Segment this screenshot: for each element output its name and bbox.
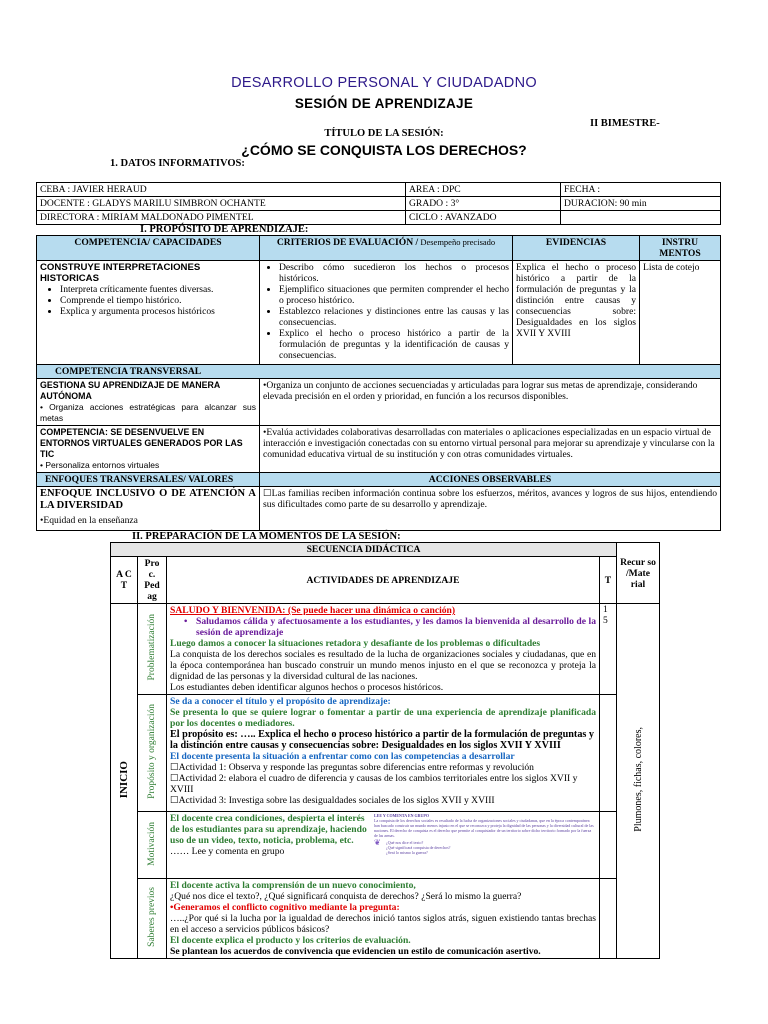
transversal-competencia: COMPETENCIA: SE DESENVUELVE EN ENTORNOS VIRTUALES GENERADOS POR LAS TIC • Personaliza entornos virtuales — [37, 426, 260, 473]
presenta-text: Se presenta lo que se quiere lograr o fomentar a partir de una experiencia de aprendizaje planificada por los docentes o mediadores. — [170, 707, 596, 729]
mini-illustration-icon: ❦ — [374, 838, 381, 847]
datos-heading: 1. DATOS INFORMATIVOS: — [110, 158, 245, 169]
capacidad-item: • Explica y argumenta procesos históricos — [60, 306, 256, 317]
luego-text: Luego damos a conocer la situaciones retadora y desafiante de los problemas o dificultades — [170, 638, 541, 649]
secuencia-heading: SECUENCIA DIDÁCTICA — [111, 543, 617, 557]
area-title: DESARROLLO PERSONAL Y CIUDADADNO — [231, 75, 537, 91]
actividad-item: ☐Actividad 3: Investiga sobre las desigualdades sociales de los siglos XVII y XVIII — [170, 795, 495, 806]
secuencia-table — [110, 542, 660, 959]
transversal-heading: COMPETENCIA TRANSVERSAL — [37, 365, 721, 379]
proposito-heading: I. PROPÓSITO DE APRENDIZAJE: — [140, 224, 309, 235]
col-competencia: COMPETENCIA/ CAPACIDADES — [37, 236, 260, 261]
col-evidencias: EVIDENCIAS — [513, 236, 640, 261]
saludamos-text: • Saludamos cálida y afectuosamente a los estudiantes, y les damos la bienvenida al desarrollo de la sesión de aprendizaje — [184, 616, 596, 638]
saludo-text: SALUDO Y BIENVENIDA: (Se puede hacer una dinámica o canción) — [170, 605, 456, 616]
crea-text: El docente crea condiciones, despierta el interés de los estudiantes para su aprendizaje, haciendo uso de un video, texto, noticia, problema, etc. — [170, 813, 367, 846]
actividad-item: ☐Actividad 2: elabora el cuadro de diferencia y causas de los cambios territoriales entre los siglos XVII y XVIII — [170, 773, 578, 795]
enfoques-heading: ENFOQUES TRANSVERSALES/ VALORES — [37, 473, 260, 487]
proc-saberes: Saberes previos — [138, 879, 167, 959]
acciones-heading: ACCIONES OBSERVABLES — [260, 473, 721, 487]
criterio-item: • Establezco relaciones y distinciones entre las causas y las consecuencias. — [279, 306, 509, 328]
col-instrumentos: INSTRU MENTOS — [640, 236, 721, 261]
criterio-item: • Ejemplifico situaciones que permiten comprender el hecho o proceso histórico. — [279, 284, 509, 306]
datos-table — [36, 182, 721, 225]
time-cell: 1 5 — [600, 604, 617, 695]
proposito-table — [36, 235, 721, 531]
competencia-title: CONSTRUYE INTERPRETACIONES HISTORICAS — [40, 262, 201, 284]
lee-text: …… Lee y comenta en grupo — [170, 846, 285, 857]
mini-question: ¿Qué nos dice el texto? — [386, 840, 424, 845]
datos-cell: CEBA : JAVIER HERAUD — [37, 183, 406, 197]
activa-text: El docente activa la comprensión de un nuevo conocimiento, — [170, 880, 416, 891]
act-inicio: INICIO — [111, 604, 138, 959]
capacidad-item: • Interpreta críticamente fuentes diversas. — [60, 284, 256, 295]
proc-proposito: Propósito y organización — [138, 695, 167, 812]
acuerdos-text: Se plantean los acuerdos de convivencia que evidencien un estilo de comunicación asertivo. — [170, 946, 541, 957]
explica-text: El docente explica el producto y los criterios de evaluación. — [170, 935, 411, 946]
col-actividades: ACTIVIDADES DE APRENDIZAJE — [167, 557, 600, 604]
block-problematizacion — [167, 604, 600, 695]
situacion-text: La conquista de los derechos sociales es resultado de la lucha de organizaciones sociales y ciudadanas, que en la época contemporánea han buscado construir un mundo menos injusto en el que se reconozca y proteja la dignidad de las personas y la diversidad cultural de las naciones. — [170, 649, 596, 682]
titulo-label: TÍTULO DE LA SESIÓN: — [324, 128, 444, 139]
capacidad-item: • Comprende el tiempo histórico. — [60, 295, 256, 306]
col-proc: Pro c. Ped ag — [138, 557, 167, 604]
enfoque-title: ENFOQUE INCLUSIVO O DE ATENCIÓN A LA DIVERSIDAD — [40, 488, 256, 511]
proc-problematizacion: Problematización — [138, 604, 167, 695]
datos-row — [37, 197, 721, 211]
datos-cell: DIRECTORA : MIRIAM MALDONADO PIMENTEL — [37, 211, 406, 225]
enfoque-desc: ☐Las familias reciben información continua sobre los esfuerzos, méritos, avances y logros de sus hijos, entendiendo sus dificultades como parte de su desarrollo y aprendizaje. — [260, 487, 721, 531]
conflicto-text: •Generamos el conflicto cognitivo mediante la pregunta: — [170, 902, 400, 913]
enfoque-cell — [37, 487, 260, 531]
competencia-cell — [37, 261, 260, 365]
transversal-desc: •Organiza un conjunto de acciones secuenciadas y articuladas para lograr sus metas de aprendizaje, considerando elevada precisión en el orden y prioridad, en función a los recursos disponibles. — [260, 379, 721, 426]
proc-motivacion: Motivación — [138, 812, 167, 879]
transversal-desc: •Evalúa actividades colaborativas desarrolladas con materiales o aplicaciones especializadas en un espacio virtual de interacción e investigación conectadas con su entorno virtual personal para mejorar su aprendizaje y vincularse con la comunidad educativa virtual de su institución y con otras comunidades virtuales. — [260, 426, 721, 473]
mini-reading-card — [370, 813, 596, 857]
datos-cell: GRADO : 3° — [406, 197, 561, 211]
datos-cell: AREA : DPC — [406, 183, 561, 197]
col-t: T — [600, 557, 617, 604]
mini-question: ¿Será lo mismo la guerra? — [386, 850, 428, 855]
instrumentos-cell: Lista de cotejo — [640, 261, 721, 365]
datos-row — [37, 211, 721, 225]
datos-cell: DURACION: 90 min — [561, 197, 721, 211]
col-recursos: Recur so /Mate rial — [617, 543, 660, 604]
criterios-cell — [260, 261, 513, 365]
preparacion-heading: II. PREPARACIÓN DE LA MOMENTOS DE LA SESIÓN: — [132, 531, 401, 542]
col-criterios: CRITERIOS DE EVALUACIÓN / Desempeño precisado — [260, 236, 513, 261]
datos-cell: DOCENTE : GLADYS MARILU SIMBRON OCHANTE — [37, 197, 406, 211]
datos-cell: CICLO : AVANZADO — [406, 211, 561, 225]
block-saberes — [167, 879, 600, 959]
recursos-cell: Plumones, fichas, colores, — [617, 604, 660, 959]
criterio-item: • Describo cómo sucedieron los hechos o procesos históricos. — [279, 262, 509, 284]
bimestre: II BIMESTRE- — [590, 118, 660, 129]
identificar-text: Los estudiantes deben identificar algunos hechos o procesos históricos. — [170, 682, 444, 693]
situacion-enfrentar: El docente presenta la situación a enfrentar como con las competencias a desarrollar — [170, 751, 515, 762]
se-da-text: Se da a conocer el título y el propósito de aprendizaje: — [170, 696, 391, 707]
col-act: A C T — [111, 557, 138, 604]
block-motivacion — [167, 812, 600, 879]
session-title: SESIÓN DE APRENDIZAJE — [294, 96, 474, 111]
transversal-competencia: GESTIONA SU APRENDIZAJE DE MANERA AUTÓNOMA • Organiza acciones estratégicas para alcanzar sus metas — [37, 379, 260, 426]
session-question: ¿CÓMO SE CONQUISTA LOS DERECHOS? — [241, 142, 527, 158]
porque-text: …..¿Por qué si la lucha por la igualdad de derechos inició tantos siglos atrás, siguen existiendo tantas brechas en el acceso a servicios públicos básicos? — [170, 913, 596, 935]
datos-cell — [561, 211, 721, 225]
datos-row — [37, 183, 721, 197]
datos-cell: FECHA : — [561, 183, 721, 197]
enfoque-value: •Equidad en la enseñanza — [40, 515, 138, 526]
proposito-text: El propósito es: ….. Explica el hecho o proceso histórico a partir de la formulación de preguntas y la distinción entre causas y consecuencias sobre: Desigualdades en los siglos XVII Y XVIII — [170, 729, 595, 751]
block-proposito — [167, 695, 600, 812]
evidencias-cell: Explica el hecho o proceso histórico a partir de la formulación de preguntas y la distinción entre causas y consecuencias sobre: Desigualdades en los siglos XVII Y XVIII — [513, 261, 640, 365]
actividad-item: ☐Actividad 1: Observa y responde las preguntas sobre diferencias entre reformas y revolución — [170, 762, 534, 773]
mini-title: LEE Y COMENTA EN GRUPO — [374, 813, 429, 818]
criterio-item: • Explico el hecho o proceso histórico a partir de la formulación de preguntas y la identificación de causas y consecuencias. — [279, 328, 509, 361]
mini-question: ¿Qué significará conquista de derechos? — [386, 845, 451, 850]
mini-text: La conquista de los derechos sociales es resultado de la lucha de organizaciones sociales y ciudadanas, que en la época contemporánea han buscado construir un mundo menos injusto en el que se reconozca y proteja la dignidad de las personas y la diversidad cultural de las naciones. El derecho de conquista es el derecho que permite al conquistador de un territorio sobre dicho territorio formado por la fuerza de las armas. — [374, 818, 594, 838]
preguntas-text: ¿Qué nos dice el texto?, ¿Qué significará conquista de derechos? ¿Será lo mismo la guerra? — [170, 891, 522, 902]
